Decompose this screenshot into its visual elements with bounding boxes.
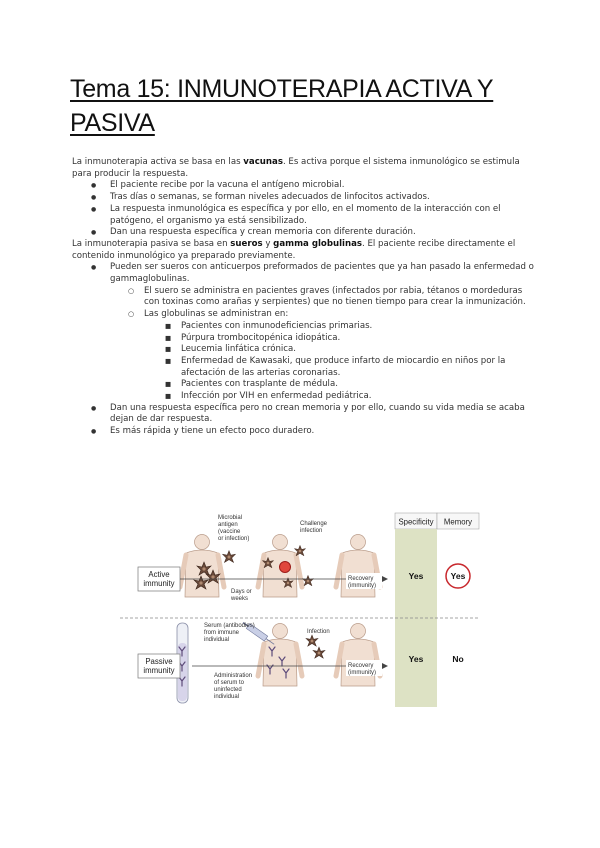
sub-sub-list-item: ■ Infección por VIH en enfermedad pediátrica. [181, 391, 534, 403]
passive-recovery-line2: (immunity) [348, 670, 376, 676]
virus-7 [302, 575, 313, 585]
serum-line1: Serum (antibodies) [204, 623, 255, 629]
sub-list-item: ○ El suero se administra en pacientes graves (infectados por rabia, tétanos o mordeduras con toxinas como arañas y serpientes) que no tienen tiempo para crear la inmunización. [144, 286, 534, 309]
list-item: ● Dan una respuesta específica y crean memoria con diferente duración. [72, 227, 534, 239]
active-memory-value: Yes [450, 571, 466, 581]
passive-points-list [72, 262, 534, 438]
serum-line3: individual [204, 637, 230, 643]
list-item: ● Es más rápida y tiene un efecto poco duradero. [72, 426, 534, 438]
challenge-infection-line1: Challenge [300, 521, 328, 527]
sub-sub-list-item: ■ Pacientes con trasplante de médula. [181, 379, 534, 391]
list-item: ● La respuesta inmunológica es específica y por ello, en el momento de la interacción con el patógeno, el organismo ya está sensibilizado. [72, 204, 534, 227]
keyword-gamma-globulinas: gamma globulinas [273, 238, 363, 249]
passive-recovery-line1: Recovery [348, 663, 374, 669]
passive-immunity-label-line2: immunity [143, 666, 175, 675]
sub-sub-list-item: ■ Pacientes con inmunodeficiencias primarias. [181, 321, 534, 333]
globulin-uses-list [181, 321, 534, 403]
virus-9 [306, 635, 318, 646]
list-item: ● El paciente recibe por la vacuna el antígeno microbial. [72, 180, 534, 192]
passive-immunity-label-line1: Passive [145, 657, 173, 666]
passive-specificity-value: Yes [408, 654, 424, 664]
days-or-weeks-line2: weeks [231, 596, 249, 602]
challenge-infection-marker [280, 562, 291, 573]
microbial-antigen-line4: or infection) [218, 536, 250, 542]
virus-4 [223, 551, 236, 563]
sub-sub-list-item: ■ Leucemia linfática crónica. [181, 344, 534, 356]
immunity-figure [120, 511, 480, 707]
microbial-antigen-line3: (vaccine [218, 529, 241, 535]
sub-sub-list-item: ■ Púrpura trombocitopénica idiopática. [181, 333, 534, 345]
keyword-sueros: sueros [230, 238, 263, 249]
administration-line3: uninfected [214, 687, 242, 693]
infection-label: Infection [307, 629, 330, 635]
passive-person-2 [336, 624, 380, 687]
passive-person-1 [258, 624, 302, 687]
active-immunity-label-line2: immunity [143, 579, 175, 588]
serum-line2: from immune [204, 630, 240, 636]
specificity-header-text: Specificity [398, 517, 434, 527]
active-immunity-label-line1: Active [148, 570, 170, 579]
list-item: ● Dan una respuesta específica pero no crean memoria y por ello, cuando su vida media se acaba dejan de dar respuesta. [72, 403, 534, 426]
sub-list-item: ○ Las globulinas se administran en: ■ Pacientes con inmunodeficiencias primarias. ■ Púrpura trombocitopénica idiopática. ■ Leucemia linfática crónica. ■ Enfermedad de Kawasaki, que produce infarto de miocardio en niños por la afectación de las arterias coronarias. ■ Pacientes con trasplante de médula. ■ Infección por VIH en enfermedad pediátrica. [144, 309, 534, 403]
days-or-weeks-line1: Days or [231, 589, 252, 595]
administration-line2: of serum to [214, 680, 245, 686]
microbial-antigen-line2: antigen [218, 522, 238, 528]
active-recovery-line2: (immunity) [348, 583, 376, 589]
administration-line1: Administration [214, 673, 253, 679]
passive-arrowhead [382, 663, 388, 669]
virus-10 [313, 647, 325, 658]
list-item: ● Pueden ser sueros con anticuerpos preformados de pacientes que ya han pasado la enfermedad o gammaglobulinas. ○ El suero se administra en pacientes graves (infectados por rabia, tétanos o mordeduras con toxinas como arañas y serpientes) que no tienen tiempo para crear la inmunización. ○ Las globulinas se administran en: ■ Pacientes con inmunodeficiencias primarias. ■ Púrpura trombocitopénica idiopática. ■ Leucemia linfática crónica. ■ Enfermedad de Kawasaki, que produce infarto de miocardio en niños por la afectación de las arterias coronarias. ■ Pacientes con trasplante de médula. ■ Infección por VIH en enfermedad pediátrica. [72, 262, 534, 402]
administration-line4: individual [214, 694, 240, 700]
challenge-infection-line2: infection [300, 528, 323, 534]
keyword-vacunas: vacunas [243, 157, 283, 167]
passive-sub-list [144, 286, 534, 403]
active-person-1 [180, 535, 224, 598]
active-intro: La inmunoterapia activa se basa en las vacunas. Es activa porque el sistema inmunológico se estimula para producir la respuesta. [72, 157, 520, 179]
active-points-list [72, 180, 534, 239]
list-item: ● Tras días o semanas, se forman niveles adecuados de linfocitos activados. [72, 192, 534, 204]
active-specificity-value: Yes [408, 571, 424, 581]
document-body [72, 157, 534, 438]
page-title: Tema 15: INMUNOTERAPIA ACTIVA Y PASIVA [70, 75, 494, 137]
passive-intro: La inmunoterapia pasiva se basa en sueros y gamma globulinas. El paciente recibe directamente el contenido inmunológico ya preparado previamente. [72, 238, 516, 261]
active-arrowhead [382, 576, 388, 582]
sub-sub-list-item: ■ Enfermedad de Kawasaki, que produce infarto de miocardio en niños por la afectación de las arterias coronarias. [181, 356, 534, 379]
memory-header-text: Memory [443, 517, 473, 527]
passive-memory-value: No [452, 654, 464, 664]
microbial-antigen-line1: Microbial [218, 515, 243, 521]
active-recovery-line1: Recovery [348, 576, 374, 582]
